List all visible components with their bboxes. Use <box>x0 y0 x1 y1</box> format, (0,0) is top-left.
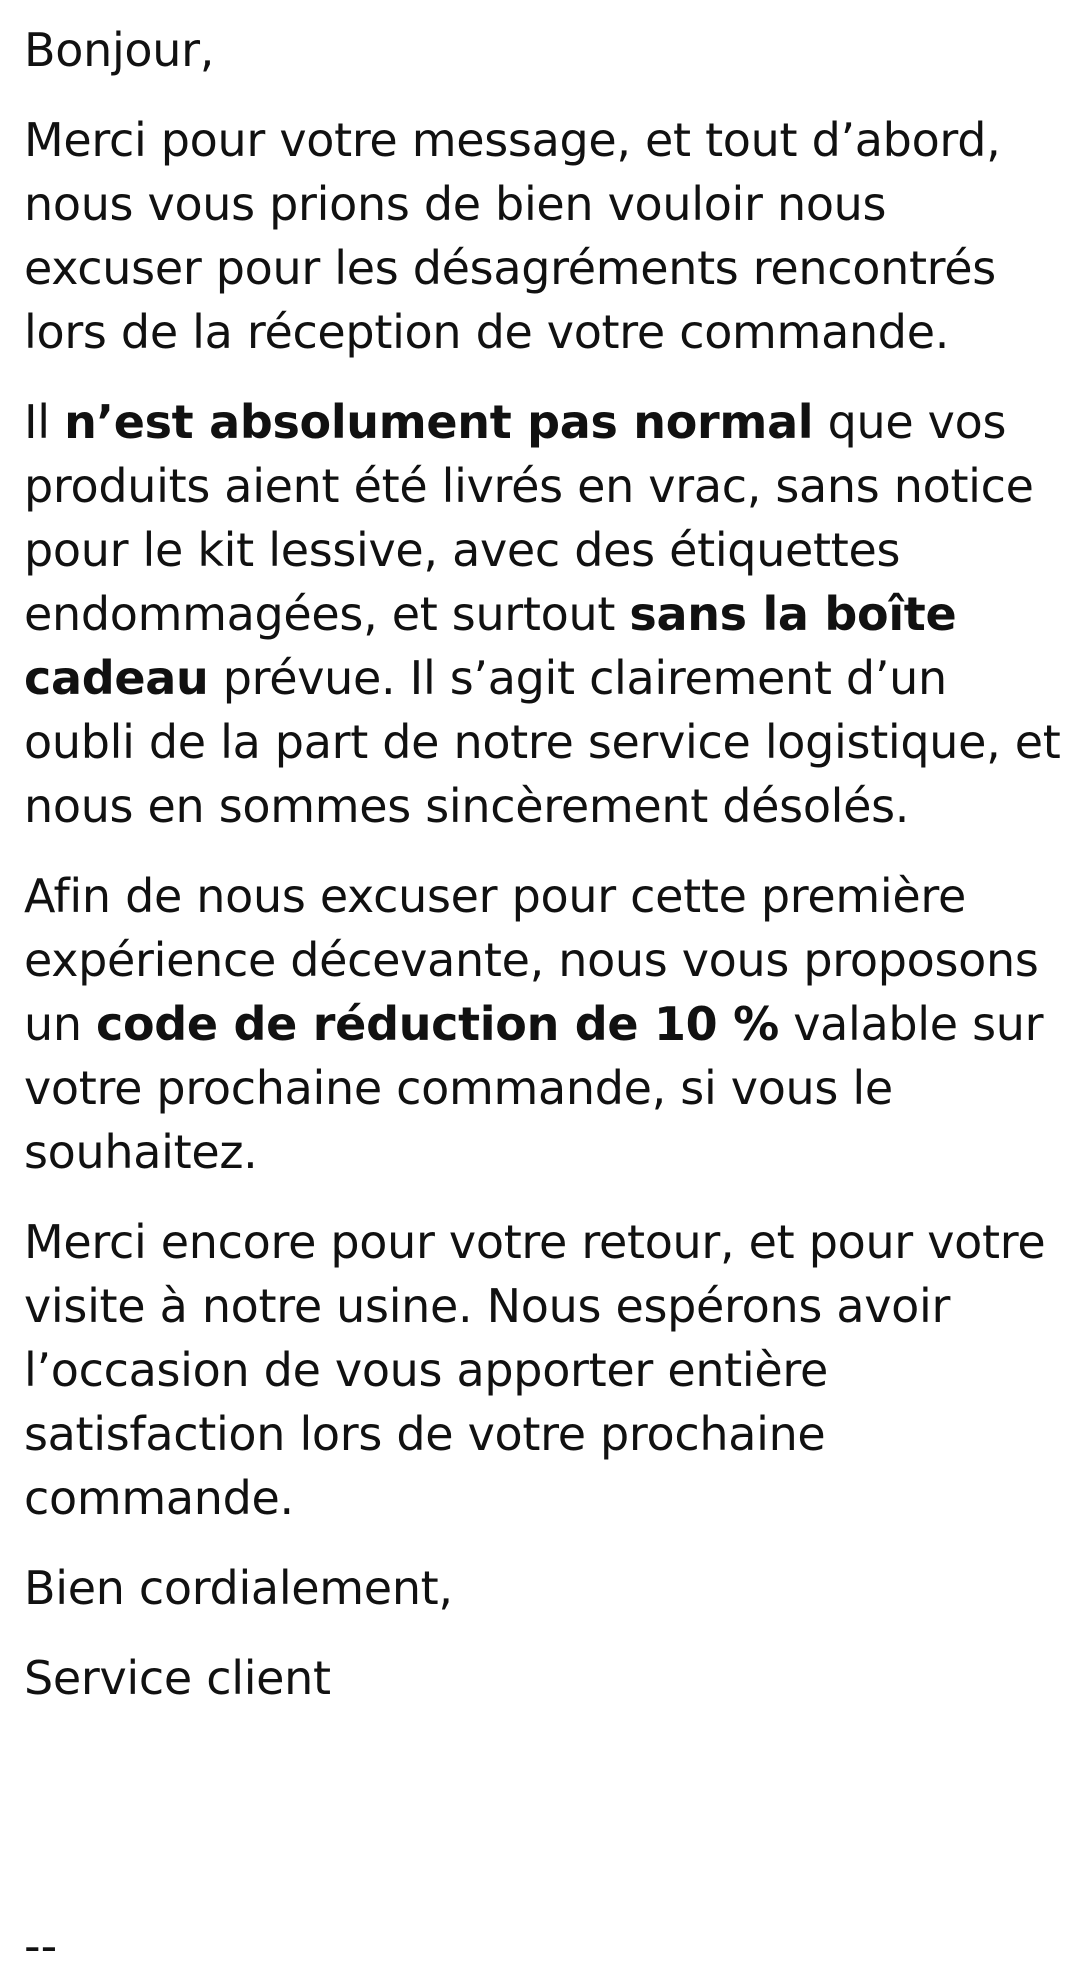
bold-discount-code: code de réduction de 10 % <box>96 997 779 1051</box>
paragraph-apology: Merci pour votre message, et tout d’abord, nous vous prions de bien vouloir nous excuser pour les désagréments rencontrés lors de la réception de votre commande. <box>24 113 1001 359</box>
email-body <box>24 18 1064 1736</box>
bold-not-normal: n’est absolument pas normal <box>64 395 814 449</box>
text-segment: que vos produits aient été livrés en vrac, sans notice pour le kit lessive, avec des étiquettes endommagées, et surtout <box>24 395 1034 641</box>
text-segment: prévue. Il s’agit clairement d’un oubli de la part de notre service logistique, et nous en sommes sincèrement désolés. <box>24 651 1061 833</box>
text-segment: Afin de nous excuser pour cette première expérience décevante, nous vous proposons un <box>24 869 1039 1051</box>
text-segment: Il <box>24 395 65 449</box>
paragraph-issue <box>24 390 1064 838</box>
paragraph-discount <box>24 864 1064 1184</box>
text-segment: valable sur votre prochaine commande, si vous le souhaitez. <box>24 997 1044 1179</box>
closing: Bien cordialement, <box>24 1561 453 1615</box>
signature: Service client <box>24 1651 331 1705</box>
paragraph-thanks: Merci encore pour votre retour, et pour votre visite à notre usine. Nous espérons avoir l’occasion de vous apporter entière satisfaction lors de votre prochaine commande. <box>24 1215 1046 1525</box>
signature-separator: -- <box>24 1919 58 1973</box>
bold-no-gift-box: sans la boîte cadeau <box>24 587 957 705</box>
greeting: Bonjour, <box>24 23 215 77</box>
